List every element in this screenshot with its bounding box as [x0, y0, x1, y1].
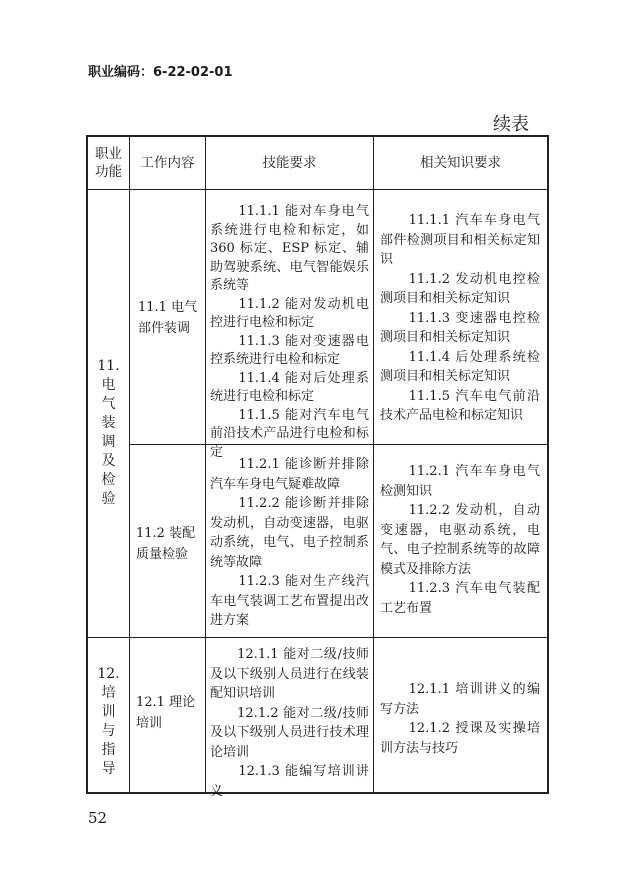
header-knowledge: 相关知识要求 [420, 155, 501, 171]
row-divider [88, 637, 547, 638]
col-divider [205, 137, 206, 792]
knowledge-11-2: 11.2.1 汽车车身电气检测知识 11.2.2 发动机，自动变速器，电驱动系统，电气、电子控制系统等的故障模式及排除方法 11.2.3 汽车电气装配工艺布置 [380, 464, 540, 616]
page-number: 52 [88, 809, 108, 827]
knowledge-11-1: 11.1.1 汽车车身电气部件检测项目和相关标定知识 11.1.2 发动机电控检测项目和相关标定知识 11.1.3 变速器电控检测项目和相关标定知识 11.1.4 后处理系统检测项目和相关标定知识 11.1.5 汽车电气前沿技术产品电检和标定知识 [380, 213, 540, 423]
function-12: 12. 培 训 与 指 导 [97, 666, 120, 777]
header-function: 职业 功能 [95, 146, 122, 180]
header-content: 工作内容 [140, 155, 195, 171]
continued-label: 续表 [493, 114, 529, 135]
function-11: 11. 电 气 装 调 及 检 验 [97, 358, 120, 507]
header-skills: 技能要求 [262, 155, 317, 171]
content-11-2: 11.2 装配 质量检验 [136, 526, 196, 562]
col-divider [129, 137, 130, 792]
col-divider [373, 137, 374, 792]
row-divider [88, 189, 547, 190]
skills-11-1: 11.1.1 能对车身电气系统进行电检和标定，如 360 标定、ESP 标定、辅助驾驶系统、电气智能娱乐系统等 11.1.2 能对发动机电控进行电检和标定 11.1.3 能对变速器电控系统进行电检和标定 11.1.4 能对后处理系统进行电检和标定 11.1.5 能对汽车电气前沿技术产品进行电检和标定 [210, 204, 369, 460]
skills-12-1: 12.1.1 能对二级/技师及以下级别人员进行在线装配知识培训 12.1.2 能对二级/技师及以下级别人员进行技术理论培训 12.1.3 能编写培训讲义 [210, 647, 369, 799]
occupation-code: 职业编码：6-22-02-01 [88, 65, 233, 80]
skills-table [86, 135, 549, 799]
knowledge-12-1: 12.1.1 培训讲义的编写方法 12.1.2 授课及实操培训方法与技巧 [380, 682, 540, 756]
content-12-1: 12.1 理论 培训 [136, 695, 196, 731]
content-11-1: 11.1 电气 部件装调 [138, 300, 198, 336]
skills-11-2: 11.2.1 能诊断并排除汽车车身电气疑难故障 11.2.2 能诊断并排除发动机，自动变速器，电驱动系统，电气、电子控制系统等故障 11.2.3 能对生产线汽车电气装调工艺布置提出改进方案 [210, 457, 369, 628]
